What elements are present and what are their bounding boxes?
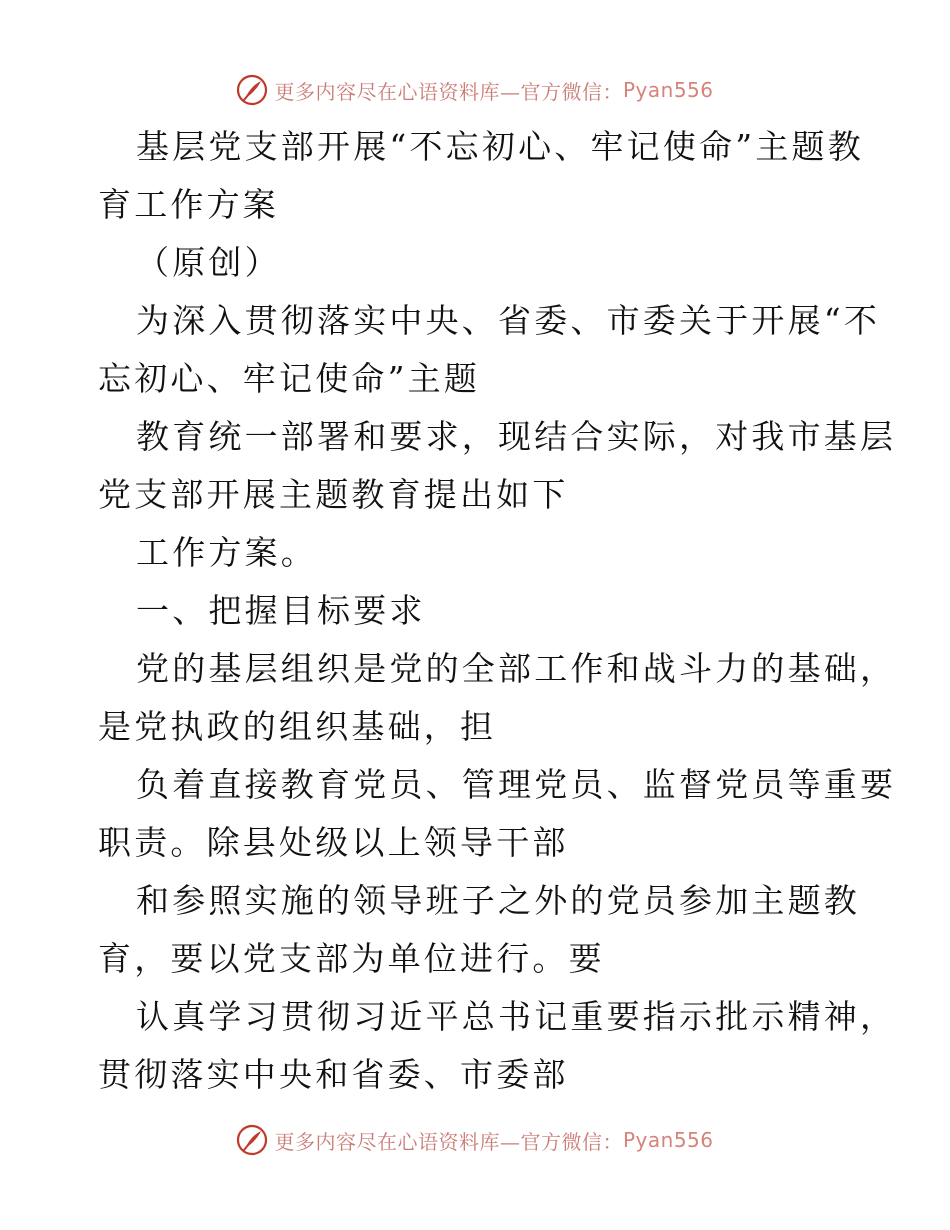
paragraph-line: 工作方案。: [136, 533, 317, 572]
header-watermark: [0, 72, 950, 108]
feather-pen-logo-icon: [236, 1124, 268, 1156]
title-line-1: 基层党支部开展“不忘初心、牢记使命”主题教: [136, 127, 864, 166]
feather-pen-logo-icon: [236, 74, 268, 106]
paragraph-line: 教育统一部署和要求，现结合实际，对我市基层: [136, 417, 897, 456]
paragraph-line: 职责。除县处级以上领导干部: [98, 823, 569, 862]
paragraph-line: 党支部开展主题教育提出如下: [98, 475, 569, 514]
paragraph-line: 为深入贯彻落实中央、省委、市委关于开展“不: [136, 301, 881, 340]
original-note: （原创）: [136, 243, 281, 282]
paragraph-line: 是党执政的组织基础，担: [98, 707, 497, 746]
paragraph-line: 贯彻落实中央和省委、市委部: [98, 1055, 569, 1094]
title-line-2: 育工作方案: [98, 185, 279, 224]
document-body: [98, 118, 897, 1104]
paragraph-line: 忘初心、牢记使命”主题: [98, 359, 481, 398]
section-heading: 一、把握目标要求: [136, 591, 426, 630]
footer-watermark: [0, 1122, 950, 1158]
watermark-text: 更多内容尽在心语资料库—官方微信：: [274, 79, 623, 104]
paragraph-line: 育，要以党支部为单位进行。要: [98, 939, 605, 978]
paragraph-line: 负着直接教育党员、管理党员、监督党员等重要: [136, 765, 897, 804]
watermark-text: 更多内容尽在心语资料库—官方微信：: [274, 1129, 623, 1154]
watermark-wechat-id: Pyan556: [622, 78, 714, 102]
paragraph-line: 和参照实施的领导班子之外的党员参加主题教: [136, 881, 860, 920]
watermark-wechat-id: Pyan556: [622, 1128, 714, 1152]
paragraph-line: 认真学习贯彻习近平总书记重要指示批示精神，: [136, 997, 897, 1036]
paragraph-line: 党的基层组织是党的全部工作和战斗力的基础，: [136, 649, 897, 688]
